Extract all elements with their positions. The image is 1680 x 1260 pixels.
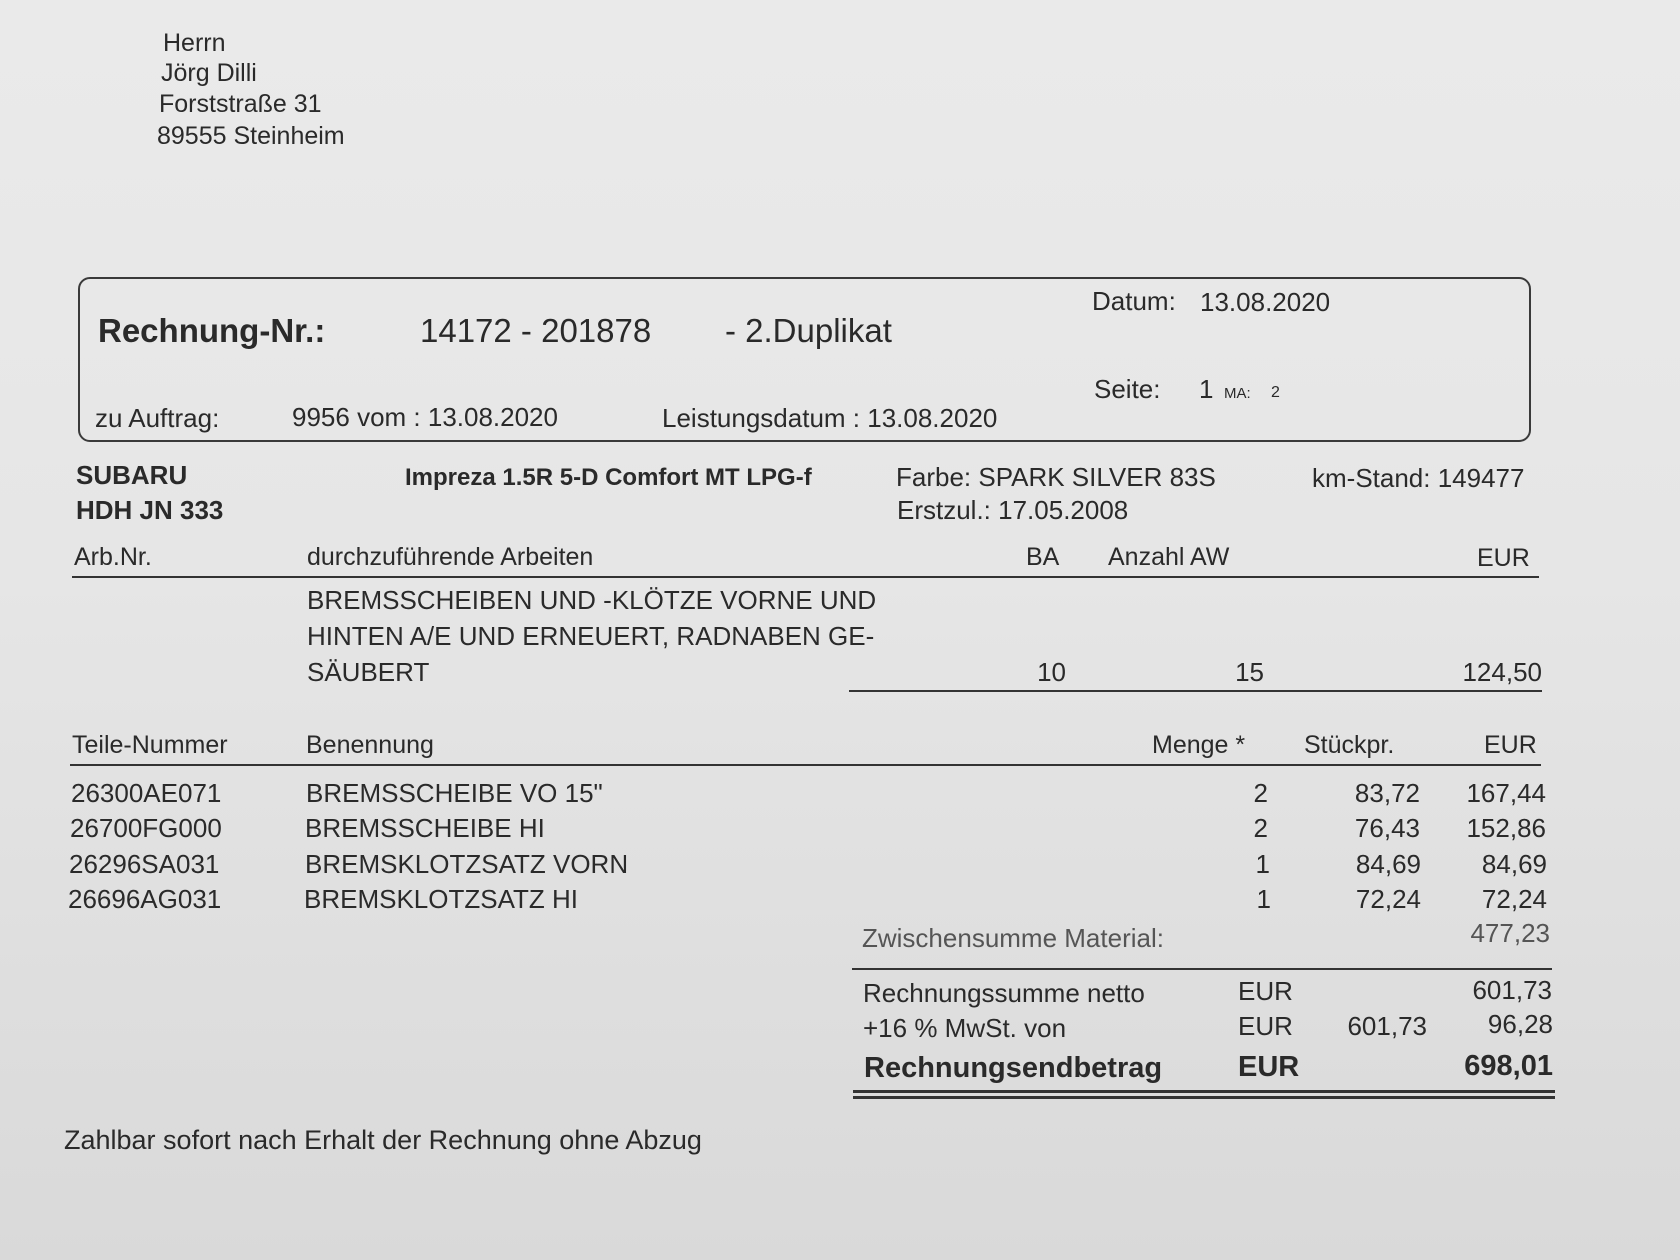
page-number: 1 bbox=[1199, 374, 1214, 404]
vat-value: 96,28 bbox=[1487, 1009, 1553, 1039]
recipient-salutation: Herrn bbox=[163, 29, 226, 57]
parts-col-qty: Menge * bbox=[1152, 731, 1246, 759]
final-total-currency: EUR bbox=[1238, 1051, 1300, 1083]
work-ba-value: 10 bbox=[1037, 657, 1066, 687]
work-item-rule bbox=[849, 690, 1542, 692]
invoice-copy-note: - 2.Duplikat bbox=[725, 312, 892, 349]
work-desc-line-3: SÄUBERT bbox=[307, 657, 430, 687]
vehicle-color: Farbe: SPARK SILVER 83S bbox=[896, 462, 1216, 492]
work-col-eur: EUR bbox=[1477, 544, 1530, 572]
part-number: 26300AE071 bbox=[71, 778, 222, 808]
final-total-value: 698,01 bbox=[1464, 1050, 1553, 1082]
recipient-city: 89555 Steinheim bbox=[157, 122, 345, 150]
ma-value: 2 bbox=[1271, 384, 1280, 401]
order-reference: 9956 vom : 13.08.2020 bbox=[292, 402, 558, 432]
part-number: 26296SA031 bbox=[69, 849, 220, 879]
vehicle-model: Impreza 1.5R 5-D Comfort MT LPG-f bbox=[405, 464, 812, 491]
parts-header-rule bbox=[70, 764, 1541, 766]
work-desc-line-2: HINTEN A/E UND ERNEUERT, RADNABEN GE- bbox=[307, 621, 875, 651]
part-eur: 72,24 bbox=[1481, 884, 1547, 914]
work-header-rule bbox=[72, 576, 1539, 578]
net-total-value: 601,73 bbox=[1472, 975, 1552, 1005]
work-col-desc: durchzuführende Arbeiten bbox=[307, 543, 594, 571]
net-total-currency: EUR bbox=[1238, 976, 1293, 1006]
part-number: 26696AG031 bbox=[68, 884, 222, 914]
ma-label: MA: bbox=[1224, 385, 1251, 402]
service-date: Leistungsdatum : 13.08.2020 bbox=[662, 403, 998, 433]
net-total-label: Rechnungssumme netto bbox=[863, 978, 1145, 1008]
part-name: BREMSSCHEIBE HI bbox=[305, 813, 545, 843]
part-qty: 2 bbox=[1253, 778, 1268, 808]
part-qty: 2 bbox=[1253, 813, 1268, 843]
part-unit-price: 76,43 bbox=[1354, 813, 1420, 843]
work-col-ba: BA bbox=[1026, 543, 1060, 571]
work-col-aw: Anzahl AW bbox=[1108, 543, 1230, 571]
invoice-date-label: Datum: bbox=[1092, 286, 1176, 316]
parts-col-unit: Stückpr. bbox=[1304, 731, 1395, 759]
part-unit-price: 72,24 bbox=[1355, 884, 1421, 914]
parts-col-name: Benennung bbox=[306, 731, 434, 759]
part-unit-price: 83,72 bbox=[1354, 778, 1420, 808]
order-label: zu Auftrag: bbox=[95, 403, 220, 433]
invoice-number: 14172 - 201878 bbox=[420, 312, 652, 349]
part-name: BREMSKLOTZSATZ VORN bbox=[305, 849, 629, 879]
work-aw-value: 15 bbox=[1235, 657, 1264, 687]
vehicle-mileage: km-Stand: 149477 bbox=[1312, 463, 1525, 493]
part-number: 26700FG000 bbox=[70, 813, 222, 843]
totals-top-rule bbox=[852, 968, 1552, 970]
parts-col-nr: Teile-Nummer bbox=[72, 731, 228, 759]
part-qty: 1 bbox=[1255, 849, 1270, 879]
work-col-nr: Arb.Nr. bbox=[74, 543, 152, 571]
final-total-rule-2 bbox=[853, 1096, 1555, 1099]
invoice-number-label: Rechnung-Nr.: bbox=[98, 312, 326, 349]
part-name: BREMSSCHEIBE VO 15" bbox=[306, 778, 603, 808]
vehicle-first-registration: Erstzul.: 17.05.2008 bbox=[897, 495, 1129, 525]
part-qty: 1 bbox=[1256, 884, 1271, 914]
vat-base: 601,73 bbox=[1347, 1011, 1427, 1041]
payment-terms: Zahlbar sofort nach Erhalt der Rechnung ohne Abzug bbox=[64, 1125, 702, 1155]
part-eur: 84,69 bbox=[1481, 849, 1547, 879]
recipient-name: Jörg Dilli bbox=[161, 59, 257, 87]
vat-currency: EUR bbox=[1238, 1011, 1293, 1041]
final-total-label: Rechnungsendbetrag bbox=[864, 1052, 1163, 1084]
part-eur: 167,44 bbox=[1466, 778, 1546, 808]
invoice-date: 13.08.2020 bbox=[1200, 287, 1331, 317]
parts-col-eur: EUR bbox=[1484, 731, 1537, 759]
work-eur-value: 124,50 bbox=[1462, 657, 1542, 687]
work-desc-line-1: BREMSSCHEIBEN UND -KLÖTZE VORNE UND bbox=[307, 585, 877, 615]
recipient-street: Forststraße 31 bbox=[159, 90, 322, 118]
vehicle-plate: HDH JN 333 bbox=[76, 495, 224, 525]
vat-label: +16 % MwSt. von bbox=[863, 1013, 1067, 1043]
material-subtotal-value: 477,23 bbox=[1470, 918, 1550, 948]
final-total-rule-1 bbox=[853, 1090, 1555, 1093]
material-subtotal-label: Zwischensumme Material: bbox=[862, 923, 1164, 953]
part-eur: 152,86 bbox=[1466, 813, 1546, 843]
vehicle-make: SUBARU bbox=[76, 460, 188, 490]
page-label: Seite: bbox=[1094, 374, 1161, 404]
part-unit-price: 84,69 bbox=[1355, 849, 1421, 879]
part-name: BREMSKLOTZSATZ HI bbox=[304, 884, 578, 914]
